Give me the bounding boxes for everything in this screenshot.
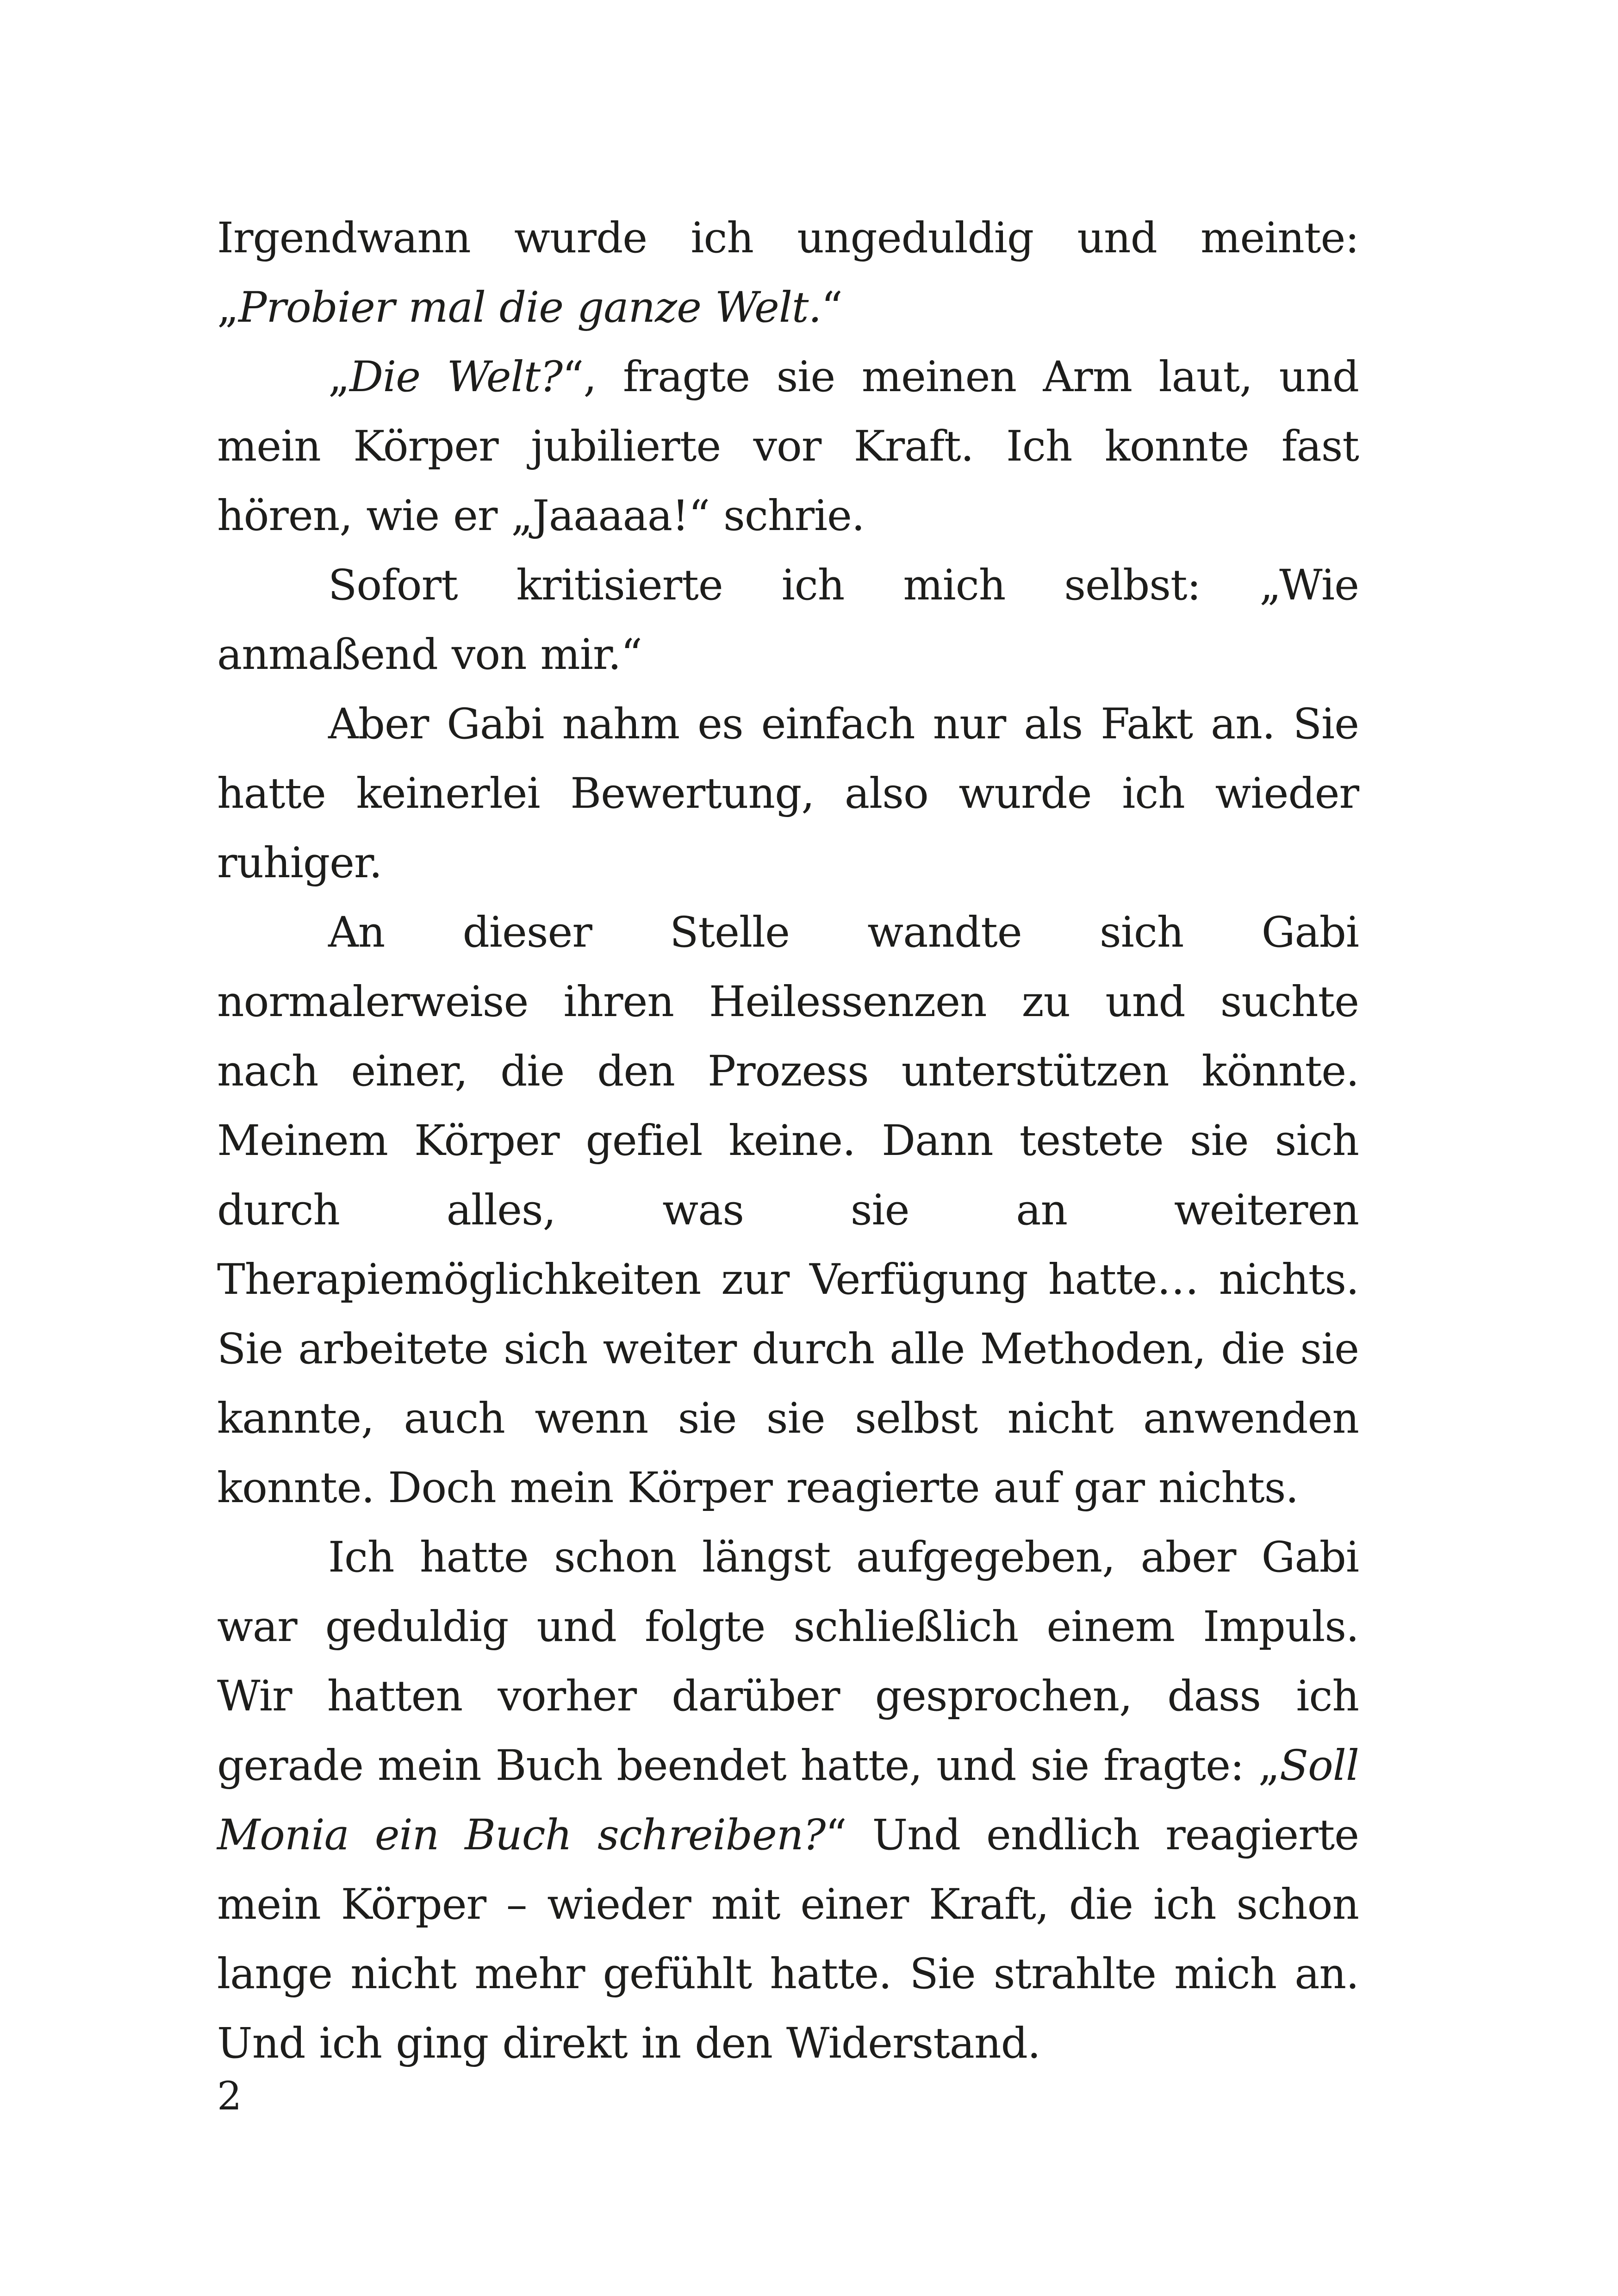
paragraph-3: [217, 551, 1359, 690]
text-run: “: [821, 283, 842, 332]
paragraph-2: [217, 343, 1359, 551]
text-run: Aber Gabi nahm es einfach nur als Fakt an. Sie hatte keinerlei Bewertung, also wurde ich wieder ruhiger.: [217, 700, 1359, 887]
paragraph-5: [217, 898, 1359, 1523]
italic-text: Probier mal die ganze Welt.: [238, 283, 821, 332]
text-run: Ich hatte schon längst aufgegeben, aber Gabi war geduldig und folgte schließlich einem Impuls. Wir hatten vorher darüber gesprochen, dass ich gerade mein Buch beendet hatte, und sie fragte: „: [217, 1533, 1359, 1790]
text-run: “ Und endlich reagierte mein Körper – wieder mit einer Kraft, die ich schon lange nicht mehr gefühlt hatte. Sie strahlte mich an. Und ich ging direkt in den Widerstand.: [217, 1811, 1359, 2068]
text-run: An dieser Stelle wandte sich Gabi normalerweise ihren Heilessenzen zu und suchte nach einer, die den Prozess unterstützen könnte. Meinem Körper gefiel keine. Dann testete sie sich durch alles, was sie an weiteren Therapiemöglichkeiten zur Verfügung hatte… nichts. Sie arbeitete sich weiter durch alle Methoden, die sie kannte, auch wenn sie sie selbst nicht anwenden konnte. Doch mein Körper reagierte auf gar nichts.: [217, 908, 1359, 1512]
italic-text: Die Welt?: [349, 353, 563, 401]
paragraph-1: [217, 204, 1359, 343]
text-run: „: [328, 353, 350, 401]
paragraph-6: [217, 1523, 1359, 2078]
text-run: Sofort kritisierte ich mich selbst: „Wie anmaßend von mir.“: [217, 561, 1359, 679]
text-run: “, fragte sie meinen Arm laut, und mein Körper jubilierte vor Kraft. Ich konnte fast hören, wie er „Jaaaaa!“ schrie.: [217, 353, 1359, 540]
paragraph-4: [217, 690, 1359, 898]
italic-text: Soll Monia ein Buch schreiben?: [217, 1741, 1359, 1859]
page-number: 2: [217, 2073, 242, 2119]
text-run: Irgendwann wurde ich ungeduldig und meinte: „: [217, 214, 1359, 332]
body-text: [217, 204, 1359, 2078]
